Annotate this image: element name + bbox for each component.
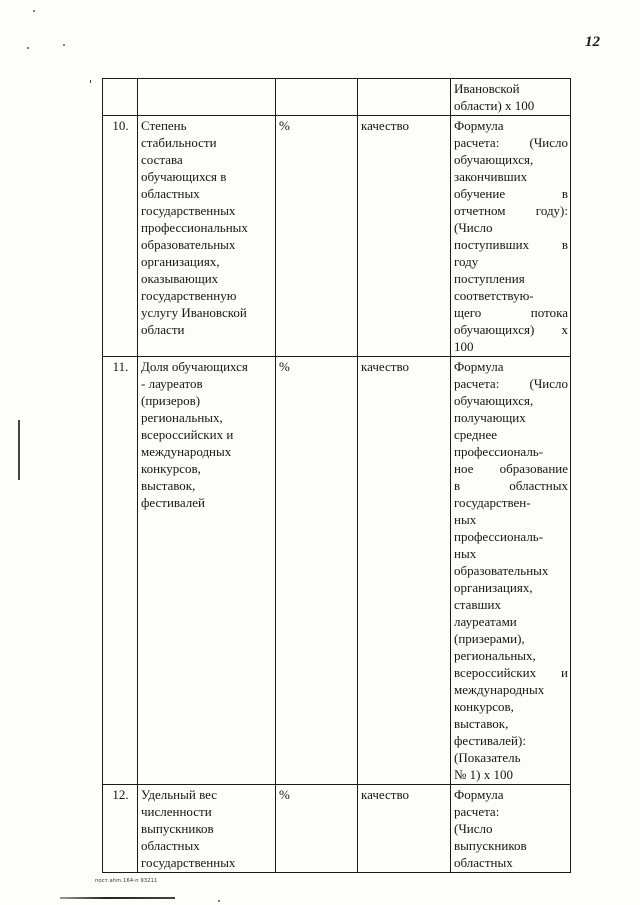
- formula-line: всероссийских и: [454, 665, 568, 680]
- indicator-name-line: областных: [141, 838, 200, 853]
- scan-speck: [218, 900, 220, 902]
- formula-line: ставших: [454, 597, 501, 612]
- formula-line: лауреатами: [454, 614, 517, 629]
- bottom-stroke: [60, 897, 175, 899]
- indicator-name: [138, 79, 276, 116]
- indicator-type: качество: [358, 785, 451, 873]
- formula-line: региональных,: [454, 648, 536, 663]
- indicator-name-line: конкурсов,: [141, 461, 201, 476]
- formula-line: среднее: [454, 427, 497, 442]
- formula-line: (Число: [454, 220, 493, 235]
- calculation-formula: [451, 785, 571, 873]
- formula-line: области) х 100: [454, 98, 535, 113]
- indicator-name: [138, 357, 276, 785]
- row-number: 11.: [103, 357, 138, 785]
- table-row: [103, 357, 571, 785]
- indicator-name-line: численности: [141, 804, 212, 819]
- formula-line: расчета:: [454, 804, 500, 819]
- indicator-name-line: государственных: [141, 203, 236, 218]
- indicator-name-line: Доля обучающихся: [141, 359, 248, 374]
- indicator-name-line: профессиональных: [141, 220, 248, 235]
- formula-line: в областных: [454, 478, 568, 493]
- unit-of-measure: [276, 79, 358, 116]
- formula-line: (призерами),: [454, 631, 525, 646]
- formula-line: году: [454, 254, 479, 269]
- indicator-name-line: - лауреатов: [141, 376, 203, 391]
- formula-line: международных: [454, 682, 545, 697]
- formula-line: соответствую-: [454, 288, 534, 303]
- scan-mark: [90, 80, 91, 83]
- indicator-type: качество: [358, 357, 451, 785]
- formula-line: ное образование: [454, 461, 568, 476]
- table-row: [103, 79, 571, 116]
- indicator-name-line: фестивалей: [141, 495, 205, 510]
- formula-line: Ивановской: [454, 81, 520, 96]
- formula-line: выпускников: [454, 838, 527, 853]
- indicator-name-line: обучающихся в: [141, 169, 227, 184]
- formula-line: фестивалей):: [454, 733, 526, 748]
- indicator-name-line: всероссийских и: [141, 427, 234, 442]
- calculation-formula: [451, 79, 571, 116]
- formula-line: расчета: (Число: [454, 135, 568, 150]
- formula-line: поступивших в: [454, 237, 568, 252]
- formula-line: обучающихся,: [454, 152, 534, 167]
- indicator-name-line: государственную: [141, 288, 237, 303]
- formula-line: обучающихся) х: [454, 322, 568, 337]
- footer-code: пост.ahm.164-п 93211: [95, 878, 158, 884]
- formula-line: расчета: (Число: [454, 376, 568, 391]
- indicator-name-line: международных: [141, 444, 232, 459]
- formula-line: щего потока: [454, 305, 568, 320]
- formula-line: отчетном году):: [454, 203, 568, 218]
- formula-line: организациях,: [454, 580, 533, 595]
- formula-line: Формула: [454, 359, 504, 374]
- calculation-formula: [451, 357, 571, 785]
- row-number: [103, 79, 138, 116]
- formula-line: получающих: [454, 410, 526, 425]
- indicator-name-line: региональных,: [141, 410, 223, 425]
- indicator-name-line: образовательных: [141, 237, 236, 252]
- indicator-name-line: областных: [141, 186, 200, 201]
- formula-line: конкурсов,: [454, 699, 514, 714]
- formula-line: профессиональ-: [454, 444, 544, 459]
- indicator-name: [138, 785, 276, 873]
- indicator-name-line: стабильности: [141, 135, 217, 150]
- row-number: 10.: [103, 116, 138, 357]
- indicator-name-line: государственных: [141, 855, 236, 870]
- unit-of-measure: %: [276, 116, 358, 357]
- unit-of-measure: %: [276, 785, 358, 873]
- formula-line: Формула: [454, 787, 504, 802]
- indicator-name-line: (призеров): [141, 393, 201, 408]
- indicator-name-line: состава: [141, 152, 183, 167]
- indicator-name-line: Степень: [141, 118, 187, 133]
- indicator-name-line: выпускников: [141, 821, 214, 836]
- formula-line: 100: [454, 339, 474, 354]
- indicator-name-line: области: [141, 322, 185, 337]
- formula-line: областных: [454, 855, 513, 870]
- formula-line: ных: [454, 512, 477, 527]
- indicators-table: [102, 78, 571, 873]
- formula-line: (Показатель: [454, 750, 521, 765]
- scan-mark: [18, 420, 20, 480]
- indicator-name-line: организациях,: [141, 254, 220, 269]
- indicator-name: [138, 116, 276, 357]
- calculation-formula: [451, 116, 571, 357]
- indicator-name-line: услугу Ивановской: [141, 305, 247, 320]
- scan-speck: [27, 47, 29, 49]
- page-number: 12: [585, 34, 600, 50]
- formula-line: обучение в: [454, 186, 568, 201]
- formula-line: государствен-: [454, 495, 531, 510]
- formula-line: поступления: [454, 271, 525, 286]
- row-number: 12.: [103, 785, 138, 873]
- formula-line: выставок,: [454, 716, 509, 731]
- unit-of-measure: %: [276, 357, 358, 785]
- indicator-type: качество: [358, 116, 451, 357]
- indicator-name-line: Удельный вес: [141, 787, 218, 802]
- indicator-name-line: оказывающих: [141, 271, 219, 286]
- table-row: [103, 116, 571, 357]
- formula-line: образовательных: [454, 563, 549, 578]
- formula-line: ных: [454, 546, 477, 561]
- formula-line: обучающихся,: [454, 393, 534, 408]
- formula-line: профессиональ-: [454, 529, 544, 544]
- scan-speck: [63, 44, 65, 46]
- indicator-type: [358, 79, 451, 116]
- table-row: [103, 785, 571, 873]
- formula-line: № 1) х 100: [454, 767, 513, 782]
- scan-speck: [33, 10, 35, 12]
- formula-line: закончивших: [454, 169, 528, 184]
- indicator-name-line: выставок,: [141, 478, 196, 493]
- formula-line: (Число: [454, 821, 493, 836]
- formula-line: Формула: [454, 118, 504, 133]
